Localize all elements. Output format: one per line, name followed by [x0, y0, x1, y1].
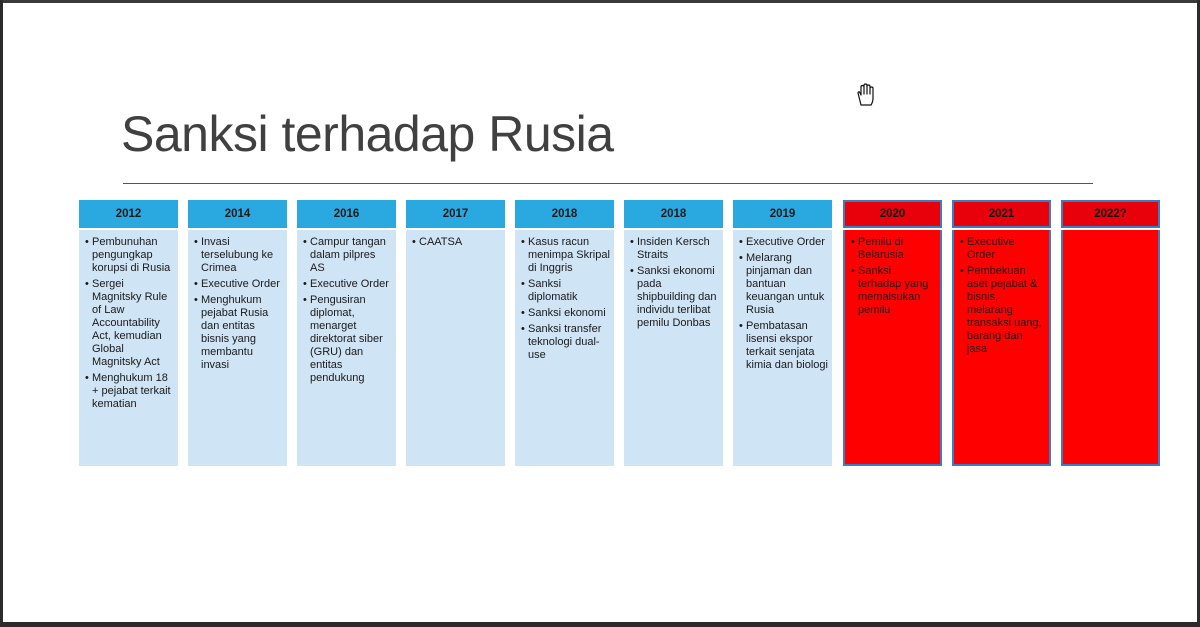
timeline-item: • Executive Order — [960, 236, 1045, 262]
timeline-item: • Pemilu di Belarusia — [851, 236, 936, 262]
timeline-item: • Executive Order — [303, 278, 392, 291]
timeline-item-list — [85, 236, 174, 411]
timeline-year: 2012 — [79, 200, 178, 228]
timeline-item: • Pembekuan aset pejabat & bisnis, melarang transaksi uang, barang dan jasa — [960, 265, 1045, 356]
timeline-item: • Melarang pinjaman dan bantuan keuangan untuk Rusia — [739, 252, 828, 317]
timeline-column-4 — [515, 200, 614, 466]
timeline-item-list — [960, 236, 1045, 356]
timeline-year: 2014 — [188, 200, 287, 228]
timeline-item-list — [194, 236, 283, 372]
slide — [3, 0, 1197, 622]
timeline-body — [406, 230, 505, 466]
timeline-item: • Sanksi diplomatik — [521, 278, 610, 304]
timeline-year: 2018 — [515, 200, 614, 228]
timeline-item: • Menghukum pejabat Rusia dan entitas bisnis yang membantu invasi — [194, 294, 283, 372]
timeline-column-0 — [79, 200, 178, 466]
title-divider — [123, 183, 1093, 184]
timeline-column-2 — [297, 200, 396, 466]
timeline-item: • Sanksi ekonomi pada shipbuilding dan individu terlibat pemilu Donbas — [630, 265, 719, 330]
slide-title: Sanksi terhadap Rusia — [121, 106, 614, 162]
timeline-body — [624, 230, 723, 466]
timeline-item: • Sanksi transfer teknologi dual-use — [521, 323, 610, 362]
timeline-item: • Menghukum 18 + pejabat terkait kematian — [85, 372, 174, 411]
timeline-body — [843, 230, 942, 466]
timeline-column-7 — [843, 200, 942, 466]
timeline-body — [79, 230, 178, 466]
timeline-item-list — [303, 236, 392, 385]
timeline-year: 2017 — [406, 200, 505, 228]
timeline-column-5 — [624, 200, 723, 466]
timeline-body — [188, 230, 287, 466]
timeline-item-list — [412, 236, 501, 249]
timeline-item: • Campur tangan dalam pilpres AS — [303, 236, 392, 275]
timeline-year: 2016 — [297, 200, 396, 228]
timeline-item: • Pembatasan lisensi ekspor terkait senjata kimia dan biologi — [739, 320, 828, 372]
timeline-year: 2022? — [1061, 200, 1160, 228]
timeline-item: • Pengusiran diplomat, menarget direktorat siber (GRU) dan entitas pendukung — [303, 294, 392, 385]
timeline-column-1 — [188, 200, 287, 466]
window-top-border — [3, 0, 1197, 3]
timeline-item: • Sergei Magnitsky Rule of Law Accountability Act, kemudian Global Magnitsky Act — [85, 278, 174, 369]
hand-icon — [855, 83, 877, 107]
timeline-item: • Sanksi terhadap yang memalsukan pemilu — [851, 265, 936, 317]
timeline-item: • Invasi terselubung ke Crimea — [194, 236, 283, 275]
timeline-item: • CAATSA — [412, 236, 501, 249]
timeline-item: • Executive Order — [739, 236, 828, 249]
timeline-year: 2019 — [733, 200, 832, 228]
timeline-item-list — [521, 236, 610, 362]
timeline-body — [1061, 230, 1160, 466]
timeline-body — [733, 230, 832, 466]
timeline-item: • Kasus racun menimpa Skripal di Inggris — [521, 236, 610, 275]
timeline-column-9 — [1061, 200, 1160, 466]
timeline-year: 2018 — [624, 200, 723, 228]
timeline-item-list — [630, 236, 719, 330]
timeline-body — [297, 230, 396, 466]
timeline-item-list — [851, 236, 936, 317]
timeline-item-list — [739, 236, 828, 372]
timeline-item: • Insiden Kersch Straits — [630, 236, 719, 262]
timeline-item: • Sanksi ekonomi — [521, 307, 610, 320]
timeline-column-8 — [952, 200, 1051, 466]
timeline-year: 2021 — [952, 200, 1051, 228]
timeline-column-3 — [406, 200, 505, 466]
timeline-column-6 — [733, 200, 832, 466]
timeline-body — [515, 230, 614, 466]
timeline-item: • Pembunuhan pengungkap korupsi di Rusia — [85, 236, 174, 275]
timeline-year: 2020 — [843, 200, 942, 228]
timeline-item: • Executive Order — [194, 278, 283, 291]
timeline-body — [952, 230, 1051, 466]
